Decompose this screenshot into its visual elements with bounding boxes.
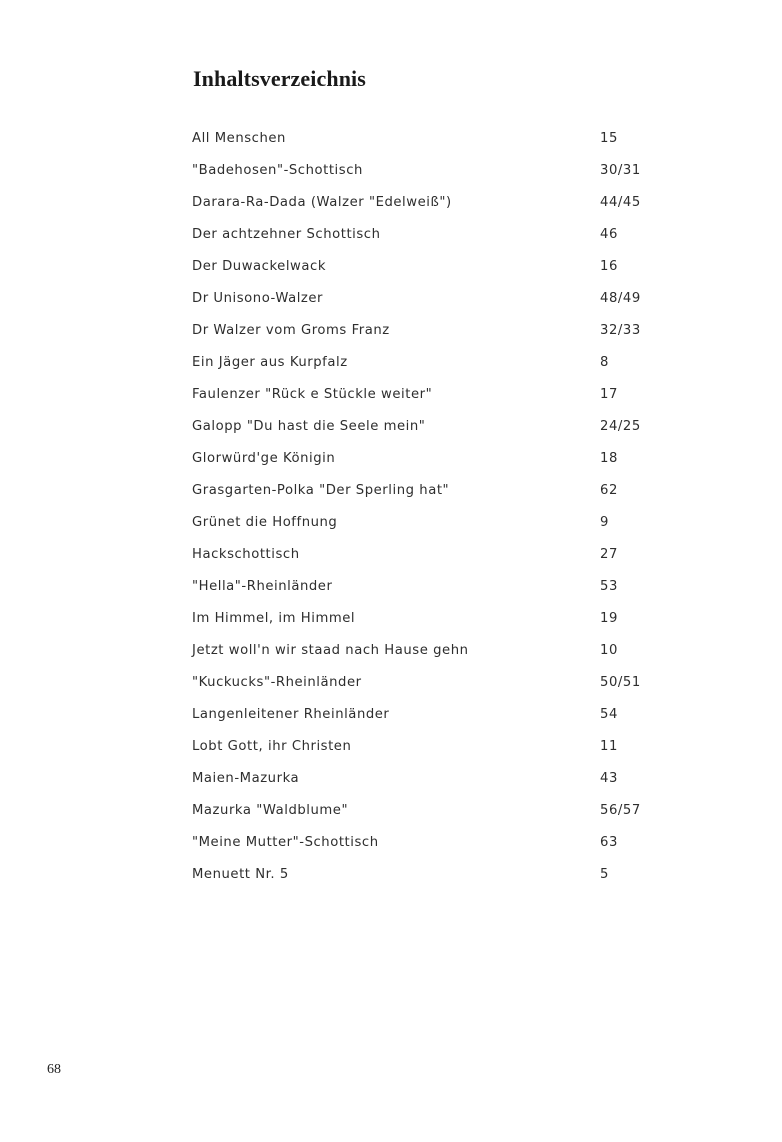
- toc-row: [0, 867, 782, 891]
- toc-row: [0, 835, 782, 859]
- toc-entry-title: Dr Unisono-Walzer: [192, 291, 324, 306]
- toc-entry-page: 10: [600, 643, 618, 658]
- toc-entry-page: 8: [600, 355, 609, 370]
- toc-entry-title: "Badehosen"-Schottisch: [192, 163, 363, 178]
- toc-entry-page: 48/49: [600, 291, 641, 306]
- toc-entry-title: Faulenzer "Rück e Stückle weiter": [192, 387, 433, 402]
- toc-entry-title: Glorwürd'ge Königin: [192, 451, 336, 466]
- toc-entry-page: 30/31: [600, 163, 641, 178]
- toc-row: [0, 579, 782, 603]
- toc-entry-page: 16: [600, 259, 618, 274]
- toc-entry-title: "Kuckucks"-Rheinländer: [192, 675, 362, 690]
- toc-row: [0, 643, 782, 667]
- toc-row: [0, 739, 782, 763]
- toc-entry-page: 27: [600, 547, 618, 562]
- toc-entry-title: Im Himmel, im Himmel: [192, 611, 356, 626]
- toc-entry-title: Dr Walzer vom Groms Franz: [192, 323, 390, 338]
- toc-entry-title: Lobt Gott, ihr Christen: [192, 739, 352, 754]
- toc-entry-page: 50/51: [600, 675, 641, 690]
- toc-entry-page: 9: [600, 515, 609, 530]
- toc-entry-page: 53: [600, 579, 618, 594]
- toc-entry-page: 11: [600, 739, 618, 754]
- toc-row: [0, 707, 782, 731]
- toc-row: [0, 291, 782, 315]
- toc-row: [0, 451, 782, 475]
- toc-entry-title: Maien-Mazurka: [192, 771, 300, 786]
- toc-entry-page: 46: [600, 227, 618, 242]
- toc-entry-page: 19: [600, 611, 618, 626]
- toc-entry-page: 62: [600, 483, 618, 498]
- toc-row: [0, 163, 782, 187]
- toc-row: [0, 675, 782, 699]
- toc-entry-page: 43: [600, 771, 618, 786]
- toc-entry-title: Grünet die Hoffnung: [192, 515, 338, 530]
- page-number: 68: [47, 1062, 61, 1077]
- toc-entry-title: Mazurka "Waldblume": [192, 803, 349, 818]
- page-title: Inhaltsverzeichnis: [193, 66, 366, 91]
- toc-entry-page: 17: [600, 387, 618, 402]
- toc-entry-page: 32/33: [600, 323, 641, 338]
- toc-row: [0, 419, 782, 443]
- toc-entry-title: Jetzt woll'n wir staad nach Hause gehn: [192, 643, 469, 658]
- toc-entry-title: "Hella"-Rheinländer: [192, 579, 333, 594]
- toc-entry-page: 56/57: [600, 803, 641, 818]
- toc-row: [0, 771, 782, 795]
- toc-row: [0, 387, 782, 411]
- toc-entry-title: Grasgarten-Polka "Der Sperling hat": [192, 483, 450, 498]
- toc-entry-title: Darara-Ra-Dada (Walzer "Edelweiß"): [192, 195, 452, 210]
- toc-entry-page: 18: [600, 451, 618, 466]
- toc-entry-title: Galopp "Du hast die Seele mein": [192, 419, 426, 434]
- toc-row: [0, 227, 782, 251]
- toc-entry-page: 24/25: [600, 419, 641, 434]
- toc-entry-title: "Meine Mutter"-Schottisch: [192, 835, 379, 850]
- toc-entry-title: All Menschen: [192, 131, 286, 146]
- toc-entry-title: Ein Jäger aus Kurpfalz: [192, 355, 348, 370]
- toc-row: [0, 547, 782, 571]
- toc-entry-title: Menuett Nr. 5: [192, 867, 289, 882]
- toc-row: [0, 131, 782, 155]
- toc-row: [0, 195, 782, 219]
- toc-entry-page: 63: [600, 835, 618, 850]
- toc-row: [0, 355, 782, 379]
- toc-entry-page: 44/45: [600, 195, 641, 210]
- toc-row: [0, 259, 782, 283]
- toc-entry-title: Hackschottisch: [192, 547, 300, 562]
- toc-entry-title: Der Duwackelwack: [192, 259, 327, 274]
- toc-row: [0, 611, 782, 635]
- toc-row: [0, 323, 782, 347]
- toc-entry-page: 15: [600, 131, 618, 146]
- toc-row: [0, 483, 782, 507]
- toc-entry-page: 54: [600, 707, 618, 722]
- toc-entry-page: 5: [600, 867, 609, 882]
- toc-entry-title: Langenleitener Rheinländer: [192, 707, 390, 722]
- toc-row: [0, 515, 782, 539]
- toc-row: [0, 803, 782, 827]
- toc-entry-title: Der achtzehner Schottisch: [192, 227, 381, 242]
